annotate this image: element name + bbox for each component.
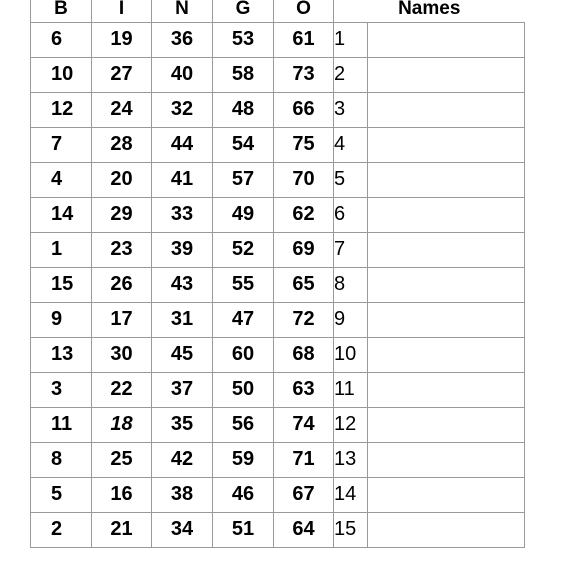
cell-g: 56 — [213, 407, 274, 442]
cell-i: 26 — [92, 267, 152, 302]
cell-i: 22 — [92, 372, 152, 407]
cell-b: 1 — [31, 232, 92, 267]
cell-i: 24 — [92, 92, 152, 127]
name-cell[interactable] — [368, 477, 525, 512]
name-cell[interactable] — [368, 407, 525, 442]
table-row — [31, 442, 525, 477]
cell-o: 74 — [274, 407, 334, 442]
cell-b: 4 — [31, 162, 92, 197]
cell-b: 8 — [31, 442, 92, 477]
cell-n: 37 — [152, 372, 213, 407]
name-cell[interactable] — [368, 337, 525, 372]
table-row — [31, 127, 525, 162]
cell-n: 34 — [152, 512, 213, 547]
cell-b: 14 — [31, 197, 92, 232]
cell-b: 13 — [31, 337, 92, 372]
cell-b: 6 — [31, 22, 92, 57]
name-cell[interactable] — [368, 22, 525, 57]
row-number: 4 — [334, 127, 368, 162]
cell-n: 45 — [152, 337, 213, 372]
cell-g: 55 — [213, 267, 274, 302]
row-number: 13 — [334, 442, 368, 477]
cell-i: 19 — [92, 22, 152, 57]
cell-n: 40 — [152, 57, 213, 92]
cell-g: 49 — [213, 197, 274, 232]
cell-b: 11 — [31, 407, 92, 442]
bingo-table — [30, 0, 525, 548]
header-row — [31, 0, 525, 22]
table-row — [31, 197, 525, 232]
table-row — [31, 407, 525, 442]
cell-n: 43 — [152, 267, 213, 302]
cell-i: 29 — [92, 197, 152, 232]
row-number: 12 — [334, 407, 368, 442]
name-cell[interactable] — [368, 197, 525, 232]
row-number: 9 — [334, 302, 368, 337]
cell-n: 36 — [152, 22, 213, 57]
cell-g: 60 — [213, 337, 274, 372]
cell-i: 16 — [92, 477, 152, 512]
cell-n: 31 — [152, 302, 213, 337]
table-row — [31, 337, 525, 372]
cell-o: 65 — [274, 267, 334, 302]
cell-o: 70 — [274, 162, 334, 197]
cell-g: 47 — [213, 302, 274, 337]
cell-g: 54 — [213, 127, 274, 162]
table-row — [31, 232, 525, 267]
cell-b: 2 — [31, 512, 92, 547]
name-cell[interactable] — [368, 92, 525, 127]
cell-i: 18 — [92, 407, 152, 442]
cell-i: 30 — [92, 337, 152, 372]
name-cell[interactable] — [368, 512, 525, 547]
cell-n: 32 — [152, 92, 213, 127]
header-names: Names — [334, 0, 525, 22]
cell-o: 67 — [274, 477, 334, 512]
name-cell[interactable] — [368, 162, 525, 197]
cell-n: 33 — [152, 197, 213, 232]
cell-g: 46 — [213, 477, 274, 512]
name-cell[interactable] — [368, 372, 525, 407]
name-cell[interactable] — [368, 267, 525, 302]
table-row — [31, 372, 525, 407]
row-number: 5 — [334, 162, 368, 197]
row-number: 3 — [334, 92, 368, 127]
header-i: I — [92, 0, 152, 22]
name-cell[interactable] — [368, 442, 525, 477]
cell-i: 23 — [92, 232, 152, 267]
cell-b: 15 — [31, 267, 92, 302]
cell-g: 57 — [213, 162, 274, 197]
table-row — [31, 302, 525, 337]
cell-n: 44 — [152, 127, 213, 162]
cell-b: 9 — [31, 302, 92, 337]
cell-n: 41 — [152, 162, 213, 197]
cell-g: 58 — [213, 57, 274, 92]
cell-b: 7 — [31, 127, 92, 162]
cell-i: 27 — [92, 57, 152, 92]
cell-g: 50 — [213, 372, 274, 407]
cell-g: 59 — [213, 442, 274, 477]
table-row — [31, 512, 525, 547]
cell-o: 61 — [274, 22, 334, 57]
cell-o: 69 — [274, 232, 334, 267]
cell-o: 63 — [274, 372, 334, 407]
row-number: 7 — [334, 232, 368, 267]
cell-o: 64 — [274, 512, 334, 547]
cell-n: 38 — [152, 477, 213, 512]
name-cell[interactable] — [368, 302, 525, 337]
cell-b: 12 — [31, 92, 92, 127]
cell-b: 3 — [31, 372, 92, 407]
name-cell[interactable] — [368, 57, 525, 92]
row-number: 8 — [334, 267, 368, 302]
cell-n: 39 — [152, 232, 213, 267]
cell-o: 68 — [274, 337, 334, 372]
row-number: 15 — [334, 512, 368, 547]
cell-b: 10 — [31, 57, 92, 92]
table-row — [31, 22, 525, 57]
cell-g: 52 — [213, 232, 274, 267]
cell-i: 28 — [92, 127, 152, 162]
row-number: 2 — [334, 57, 368, 92]
cell-o: 71 — [274, 442, 334, 477]
cell-g: 48 — [213, 92, 274, 127]
cell-o: 66 — [274, 92, 334, 127]
cell-g: 53 — [213, 22, 274, 57]
row-number: 10 — [334, 337, 368, 372]
cell-o: 73 — [274, 57, 334, 92]
row-number: 11 — [334, 372, 368, 407]
header-b: B — [31, 0, 92, 22]
row-number: 1 — [334, 22, 368, 57]
cell-o: 75 — [274, 127, 334, 162]
cell-i: 20 — [92, 162, 152, 197]
cell-i: 21 — [92, 512, 152, 547]
table-row — [31, 162, 525, 197]
table-row — [31, 477, 525, 512]
row-number: 6 — [334, 197, 368, 232]
name-cell[interactable] — [368, 232, 525, 267]
row-number: 14 — [334, 477, 368, 512]
cell-g: 51 — [213, 512, 274, 547]
table-row — [31, 57, 525, 92]
header-n: N — [152, 0, 213, 22]
header-o: O — [274, 0, 334, 22]
table-row — [31, 92, 525, 127]
cell-i: 25 — [92, 442, 152, 477]
cell-i: 17 — [92, 302, 152, 337]
cell-o: 62 — [274, 197, 334, 232]
cell-b: 5 — [31, 477, 92, 512]
cell-n: 42 — [152, 442, 213, 477]
name-cell[interactable] — [368, 127, 525, 162]
table-row — [31, 267, 525, 302]
cell-n: 35 — [152, 407, 213, 442]
header-g: G — [213, 0, 274, 22]
cell-o: 72 — [274, 302, 334, 337]
